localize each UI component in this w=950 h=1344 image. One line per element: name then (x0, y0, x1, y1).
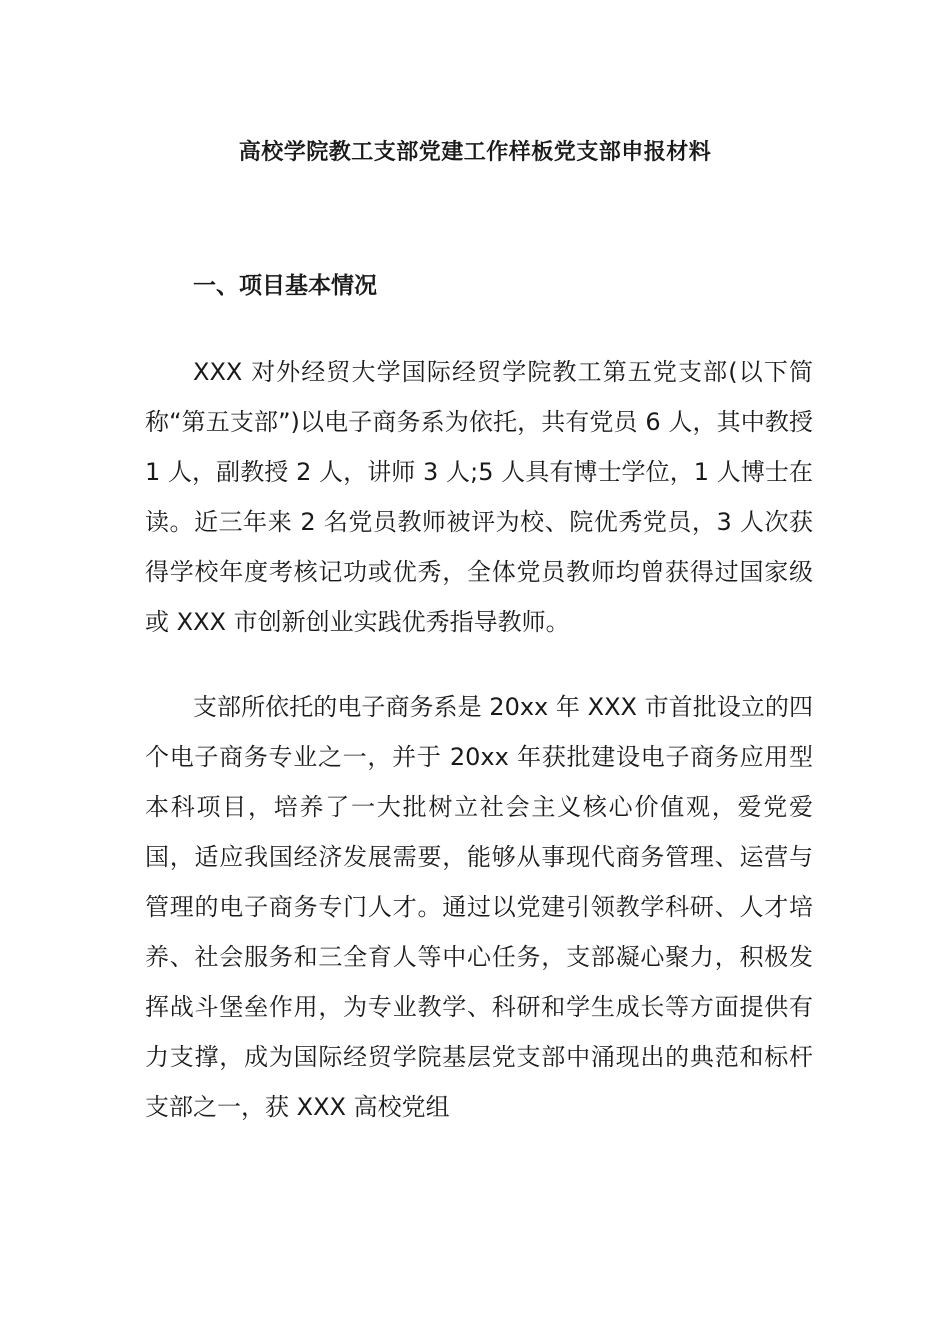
body-paragraph: 支部所依托的电子商务系是 20xx 年 XXX 市首批设立的四个电子商务专业之一，并于 20xx 年获批建设电子商务应用型本科项目，培养了一大批树立社会主义核心价值观，爱党爱国，适应我国经济发展需要，能够从事现代商务管理、运营与管理的电子商务专门人才。通过以党建引领教学科研、人才培养、社会服务和三全育人等中心任务，支部凝心聚力，积极发挥战斗堡垒作用，为专业教学、科研和学生成长等方面提供有力支撑，成为国际经贸学院基层党支部中涌现出的典范和标杆支部之一，获 XXX 高校党组 (145, 693, 813, 1121)
section-heading: 一、项目基本情况 (193, 273, 377, 299)
body-paragraph: XXX 对外经贸大学国际经贸学院教工第五党支部(以下简称“第五支部”)以电子商务系为依托，共有党员 6 人，其中教授 1 人，副教授 2 人，讲师 3 人;5 人具有博士学位，1 人博士在读。近三年来 2 名党员教师被评为校、院优秀党员，3 人次获得学校年度考核记功或优秀，全体党员教师均曾获得过国家级或 XXX 市创新创业实践优秀指导教师。 (145, 358, 813, 636)
document-title: 高校学院教工支部党建工作样板党支部申报材料 (238, 140, 712, 165)
